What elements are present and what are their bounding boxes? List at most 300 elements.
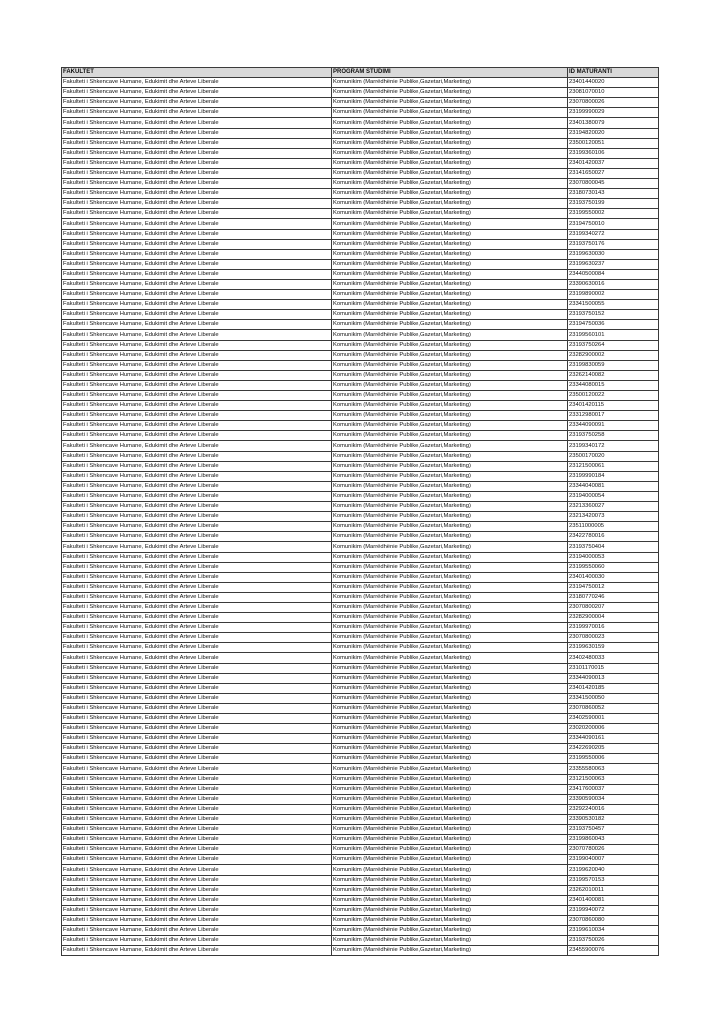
- faculty-cell: Fakulteti i Shkencave Humane, Edukimit dhe Arteve Liberale: [62, 391, 332, 401]
- table-row: [62, 835, 659, 845]
- faculty-cell: Fakulteti i Shkencave Humane, Edukimit dhe Arteve Liberale: [62, 915, 332, 925]
- faculty-cell: Fakulteti i Shkencave Humane, Edukimit dhe Arteve Liberale: [62, 885, 332, 895]
- table-row: [62, 865, 659, 875]
- student-id-cell: 23070780026: [568, 845, 659, 855]
- student-id-cell: 23199890002: [568, 290, 659, 300]
- student-id-cell: 23455900076: [568, 946, 659, 956]
- table-row: [62, 875, 659, 885]
- program-cell: Komunikim (Marrëdhënie Publike,Gazetari,Marketing): [332, 350, 568, 360]
- student-id-cell: 23193750258: [568, 431, 659, 441]
- student-id-cell: 23194000053: [568, 552, 659, 562]
- faculty-cell: Fakulteti i Shkencave Humane, Edukimit dhe Arteve Liberale: [62, 774, 332, 784]
- faculty-cell: Fakulteti i Shkencave Humane, Edukimit dhe Arteve Liberale: [62, 925, 332, 935]
- student-id-cell: 23070800023: [568, 633, 659, 643]
- student-id-cell: 23199940072: [568, 905, 659, 915]
- faculty-cell: Fakulteti i Shkencave Humane, Edukimit dhe Arteve Liberale: [62, 895, 332, 905]
- program-cell: Komunikim (Marrëdhënie Publike,Gazetari,Marketing): [332, 290, 568, 300]
- table-row: [62, 380, 659, 390]
- program-cell: Komunikim (Marrëdhënie Publike,Gazetari,Marketing): [332, 623, 568, 633]
- student-id-cell: 23199570153: [568, 875, 659, 885]
- table-row: [62, 693, 659, 703]
- faculty-cell: Fakulteti i Shkencave Humane, Edukimit dhe Arteve Liberale: [62, 118, 332, 128]
- program-cell: Komunikim (Marrëdhënie Publike,Gazetari,Marketing): [332, 915, 568, 925]
- student-id-cell: 23402590001: [568, 714, 659, 724]
- table-row: [62, 542, 659, 552]
- table-row: [62, 512, 659, 522]
- student-id-cell: 23070800045: [568, 179, 659, 189]
- program-cell: Komunikim (Marrëdhënie Publike,Gazetari,Marketing): [332, 875, 568, 885]
- student-id-cell: 23194000054: [568, 491, 659, 501]
- table-row: [62, 108, 659, 118]
- table-row: [62, 179, 659, 189]
- student-id-cell: 23194750012: [568, 582, 659, 592]
- program-cell: Komunikim (Marrëdhënie Publike,Gazetari,Marketing): [332, 310, 568, 320]
- program-cell: Komunikim (Marrëdhënie Publike,Gazetari,Marketing): [332, 128, 568, 138]
- program-cell: Komunikim (Marrëdhënie Publike,Gazetari,Marketing): [332, 754, 568, 764]
- faculty-cell: Fakulteti i Shkencave Humane, Edukimit dhe Arteve Liberale: [62, 481, 332, 491]
- faculty-cell: Fakulteti i Shkencave Humane, Edukimit dhe Arteve Liberale: [62, 290, 332, 300]
- table-row: [62, 441, 659, 451]
- program-cell: Komunikim (Marrëdhënie Publike,Gazetari,Marketing): [332, 148, 568, 158]
- program-cell: Komunikim (Marrëdhënie Publike,Gazetari,Marketing): [332, 340, 568, 350]
- program-cell: Komunikim (Marrëdhënie Publike,Gazetari,Marketing): [332, 633, 568, 643]
- faculty-cell: Fakulteti i Shkencave Humane, Edukimit dhe Arteve Liberale: [62, 199, 332, 209]
- table-row: [62, 229, 659, 239]
- student-id-cell: 23199610034: [568, 925, 659, 935]
- table-row: [62, 602, 659, 612]
- program-cell: Komunikim (Marrëdhënie Publike,Gazetari,Marketing): [332, 845, 568, 855]
- program-cell: Komunikim (Marrëdhënie Publike,Gazetari,Marketing): [332, 98, 568, 108]
- student-id-cell: 23070860052: [568, 703, 659, 713]
- table-row: [62, 269, 659, 279]
- table-row: [62, 784, 659, 794]
- program-cell: Komunikim (Marrëdhënie Publike,Gazetari,Marketing): [332, 219, 568, 229]
- program-cell: Komunikim (Marrëdhënie Publike,Gazetari,Marketing): [332, 411, 568, 421]
- student-id-cell: 23401380079: [568, 118, 659, 128]
- table-row: [62, 330, 659, 340]
- table-row: [62, 643, 659, 653]
- faculty-cell: Fakulteti i Shkencave Humane, Edukimit dhe Arteve Liberale: [62, 148, 332, 158]
- table-row: [62, 532, 659, 542]
- table-row: [62, 936, 659, 946]
- faculty-cell: Fakulteti i Shkencave Humane, Edukimit dhe Arteve Liberale: [62, 825, 332, 835]
- student-id-cell: 23401420037: [568, 158, 659, 168]
- faculty-cell: Fakulteti i Shkencave Humane, Edukimit dhe Arteve Liberale: [62, 744, 332, 754]
- student-id-cell: 23199630030: [568, 249, 659, 259]
- program-cell: Komunikim (Marrëdhënie Publike,Gazetari,Marketing): [332, 88, 568, 98]
- program-cell: Komunikim (Marrëdhënie Publike,Gazetari,Marketing): [332, 774, 568, 784]
- program-cell: Komunikim (Marrëdhënie Publike,Gazetari,Marketing): [332, 693, 568, 703]
- faculty-cell: Fakulteti i Shkencave Humane, Edukimit dhe Arteve Liberale: [62, 88, 332, 98]
- student-id-cell: 23193750199: [568, 199, 659, 209]
- student-id-cell: 23199630159: [568, 643, 659, 653]
- program-cell: Komunikim (Marrëdhënie Publike,Gazetari,Marketing): [332, 360, 568, 370]
- table-row: [62, 168, 659, 178]
- faculty-cell: Fakulteti i Shkencave Humane, Edukimit dhe Arteve Liberale: [62, 613, 332, 623]
- faculty-cell: Fakulteti i Shkencave Humane, Edukimit dhe Arteve Liberale: [62, 703, 332, 713]
- faculty-cell: Fakulteti i Shkencave Humane, Edukimit dhe Arteve Liberale: [62, 865, 332, 875]
- program-cell: Komunikim (Marrëdhënie Publike,Gazetari,Marketing): [332, 794, 568, 804]
- faculty-cell: Fakulteti i Shkencave Humane, Edukimit dhe Arteve Liberale: [62, 724, 332, 734]
- table-row: [62, 714, 659, 724]
- program-cell: Komunikim (Marrëdhënie Publike,Gazetari,Marketing): [332, 784, 568, 794]
- student-id-cell: 23401440020: [568, 78, 659, 88]
- student-id-cell: 23020200006: [568, 724, 659, 734]
- table-row: [62, 845, 659, 855]
- student-id-cell: 23193750026: [568, 936, 659, 946]
- faculty-cell: Fakulteti i Shkencave Humane, Edukimit dhe Arteve Liberale: [62, 229, 332, 239]
- table-row: [62, 925, 659, 935]
- faculty-cell: Fakulteti i Shkencave Humane, Edukimit dhe Arteve Liberale: [62, 784, 332, 794]
- table-row: [62, 219, 659, 229]
- faculty-cell: Fakulteti i Shkencave Humane, Edukimit dhe Arteve Liberale: [62, 512, 332, 522]
- student-id-cell: 23193750404: [568, 542, 659, 552]
- program-cell: Komunikim (Marrëdhënie Publike,Gazetari,Marketing): [332, 370, 568, 380]
- table-row: [62, 320, 659, 330]
- program-cell: Komunikim (Marrëdhënie Publike,Gazetari,Marketing): [332, 502, 568, 512]
- column-header-program: PROGRAM STUDIMI: [332, 68, 568, 78]
- student-id-cell: 23262140082: [568, 370, 659, 380]
- faculty-cell: Fakulteti i Shkencave Humane, Edukimit dhe Arteve Liberale: [62, 451, 332, 461]
- faculty-cell: Fakulteti i Shkencave Humane, Edukimit dhe Arteve Liberale: [62, 360, 332, 370]
- student-id-cell: 23141650027: [568, 168, 659, 178]
- table-row: [62, 259, 659, 269]
- program-cell: Komunikim (Marrëdhënie Publike,Gazetari,Marketing): [332, 905, 568, 915]
- faculty-cell: Fakulteti i Shkencave Humane, Edukimit dhe Arteve Liberale: [62, 572, 332, 582]
- student-id-cell: 23193750264: [568, 340, 659, 350]
- table-row: [62, 128, 659, 138]
- faculty-cell: Fakulteti i Shkencave Humane, Edukimit dhe Arteve Liberale: [62, 471, 332, 481]
- program-cell: Komunikim (Marrëdhënie Publike,Gazetari,Marketing): [332, 179, 568, 189]
- table-row: [62, 148, 659, 158]
- program-cell: Komunikim (Marrëdhënie Publike,Gazetari,Marketing): [332, 925, 568, 935]
- students-table: [61, 67, 659, 956]
- program-cell: Komunikim (Marrëdhënie Publike,Gazetari,Marketing): [332, 572, 568, 582]
- table-row: [62, 724, 659, 734]
- table-row: [62, 491, 659, 501]
- table-row: [62, 522, 659, 532]
- student-id-cell: 23422690205: [568, 744, 659, 754]
- student-id-cell: 23199340272: [568, 229, 659, 239]
- faculty-cell: Fakulteti i Shkencave Humane, Edukimit dhe Arteve Liberale: [62, 401, 332, 411]
- faculty-cell: Fakulteti i Shkencave Humane, Edukimit dhe Arteve Liberale: [62, 249, 332, 259]
- table-row: [62, 370, 659, 380]
- program-cell: Komunikim (Marrëdhënie Publike,Gazetari,Marketing): [332, 279, 568, 289]
- table-row: [62, 915, 659, 925]
- student-id-cell: 23282900004: [568, 613, 659, 623]
- table-row: [62, 572, 659, 582]
- program-cell: Komunikim (Marrëdhënie Publike,Gazetari,Marketing): [332, 653, 568, 663]
- student-id-cell: 23194750036: [568, 320, 659, 330]
- faculty-cell: Fakulteti i Shkencave Humane, Edukimit dhe Arteve Liberale: [62, 441, 332, 451]
- program-cell: Komunikim (Marrëdhënie Publike,Gazetari,Marketing): [332, 391, 568, 401]
- faculty-cell: Fakulteti i Shkencave Humane, Edukimit dhe Arteve Liberale: [62, 340, 332, 350]
- program-cell: Komunikim (Marrëdhënie Publike,Gazetari,Marketing): [332, 259, 568, 269]
- program-cell: Komunikim (Marrëdhënie Publike,Gazetari,Marketing): [332, 814, 568, 824]
- faculty-cell: Fakulteti i Shkencave Humane, Edukimit dhe Arteve Liberale: [62, 158, 332, 168]
- table-row: [62, 754, 659, 764]
- program-cell: Komunikim (Marrëdhënie Publike,Gazetari,Marketing): [332, 885, 568, 895]
- faculty-cell: Fakulteti i Shkencave Humane, Edukimit dhe Arteve Liberale: [62, 461, 332, 471]
- student-id-cell: 23199040007: [568, 855, 659, 865]
- program-cell: Komunikim (Marrëdhënie Publike,Gazetari,Marketing): [332, 552, 568, 562]
- student-id-cell: 23070800207: [568, 602, 659, 612]
- student-id-cell: 23199360106: [568, 148, 659, 158]
- student-id-cell: 23341500050: [568, 693, 659, 703]
- program-cell: Komunikim (Marrëdhënie Publike,Gazetari,Marketing): [332, 673, 568, 683]
- table-row: [62, 158, 659, 168]
- table-row: [62, 239, 659, 249]
- student-id-cell: 23417600037: [568, 784, 659, 794]
- student-id-cell: 23344090091: [568, 421, 659, 431]
- faculty-cell: Fakulteti i Shkencave Humane, Edukimit dhe Arteve Liberale: [62, 653, 332, 663]
- table-row: [62, 481, 659, 491]
- student-id-cell: 23344090013: [568, 673, 659, 683]
- program-cell: Komunikim (Marrëdhënie Publike,Gazetari,Marketing): [332, 491, 568, 501]
- faculty-cell: Fakulteti i Shkencave Humane, Edukimit dhe Arteve Liberale: [62, 98, 332, 108]
- table-row: [62, 764, 659, 774]
- table-row: [62, 825, 659, 835]
- faculty-cell: Fakulteti i Shkencave Humane, Edukimit dhe Arteve Liberale: [62, 643, 332, 653]
- program-cell: Komunikim (Marrëdhënie Publike,Gazetari,Marketing): [332, 158, 568, 168]
- student-id-cell: 23401420115: [568, 401, 659, 411]
- student-id-cell: 23193750176: [568, 239, 659, 249]
- table-row: [62, 552, 659, 562]
- faculty-cell: Fakulteti i Shkencave Humane, Edukimit dhe Arteve Liberale: [62, 936, 332, 946]
- table-row: [62, 582, 659, 592]
- student-id-cell: 23199550060: [568, 562, 659, 572]
- program-cell: Komunikim (Marrëdhënie Publike,Gazetari,Marketing): [332, 512, 568, 522]
- faculty-cell: Fakulteti i Shkencave Humane, Edukimit dhe Arteve Liberale: [62, 663, 332, 673]
- faculty-cell: Fakulteti i Shkencave Humane, Edukimit dhe Arteve Liberale: [62, 623, 332, 633]
- student-id-cell: 23390530182: [568, 814, 659, 824]
- program-cell: Komunikim (Marrëdhënie Publike,Gazetari,Marketing): [332, 431, 568, 441]
- faculty-cell: Fakulteti i Shkencave Humane, Edukimit dhe Arteve Liberale: [62, 320, 332, 330]
- faculty-cell: Fakulteti i Shkencave Humane, Edukimit dhe Arteve Liberale: [62, 209, 332, 219]
- student-id-cell: 23199550006: [568, 754, 659, 764]
- faculty-cell: Fakulteti i Shkencave Humane, Edukimit dhe Arteve Liberale: [62, 835, 332, 845]
- table-row: [62, 391, 659, 401]
- student-id-cell: 23101170015: [568, 663, 659, 673]
- student-id-cell: 23401400081: [568, 895, 659, 905]
- faculty-cell: Fakulteti i Shkencave Humane, Edukimit dhe Arteve Liberale: [62, 673, 332, 683]
- faculty-cell: Fakulteti i Shkencave Humane, Edukimit dhe Arteve Liberale: [62, 855, 332, 865]
- faculty-cell: Fakulteti i Shkencave Humane, Edukimit dhe Arteve Liberale: [62, 693, 332, 703]
- program-cell: Komunikim (Marrëdhënie Publike,Gazetari,Marketing): [332, 724, 568, 734]
- program-cell: Komunikim (Marrëdhënie Publike,Gazetari,Marketing): [332, 118, 568, 128]
- student-id-cell: 23344080015: [568, 380, 659, 390]
- student-id-cell: 23292240016: [568, 804, 659, 814]
- student-id-cell: 23401400030: [568, 572, 659, 582]
- program-cell: Komunikim (Marrëdhënie Publike,Gazetari,Marketing): [332, 78, 568, 88]
- program-cell: Komunikim (Marrëdhënie Publike,Gazetari,Marketing): [332, 734, 568, 744]
- program-cell: Komunikim (Marrëdhënie Publike,Gazetari,Marketing): [332, 825, 568, 835]
- table-row: [62, 88, 659, 98]
- program-cell: Komunikim (Marrëdhënie Publike,Gazetari,Marketing): [332, 542, 568, 552]
- table-row: [62, 290, 659, 300]
- faculty-cell: Fakulteti i Shkencave Humane, Edukimit dhe Arteve Liberale: [62, 330, 332, 340]
- program-cell: Komunikim (Marrëdhënie Publike,Gazetari,Marketing): [332, 835, 568, 845]
- faculty-cell: Fakulteti i Shkencave Humane, Edukimit dhe Arteve Liberale: [62, 542, 332, 552]
- program-cell: Komunikim (Marrëdhënie Publike,Gazetari,Marketing): [332, 663, 568, 673]
- faculty-cell: Fakulteti i Shkencave Humane, Edukimit dhe Arteve Liberale: [62, 552, 332, 562]
- student-id-cell: 23213360027: [568, 502, 659, 512]
- table-row: [62, 360, 659, 370]
- table-row: [62, 300, 659, 310]
- program-cell: Komunikim (Marrëdhënie Publike,Gazetari,Marketing): [332, 804, 568, 814]
- program-cell: Komunikim (Marrëdhënie Publike,Gazetari,Marketing): [332, 481, 568, 491]
- table-row: [62, 653, 659, 663]
- program-cell: Komunikim (Marrëdhënie Publike,Gazetari,Marketing): [332, 643, 568, 653]
- program-cell: Komunikim (Marrëdhënie Publike,Gazetari,Marketing): [332, 421, 568, 431]
- faculty-cell: Fakulteti i Shkencave Humane, Edukimit dhe Arteve Liberale: [62, 522, 332, 532]
- program-cell: Komunikim (Marrëdhënie Publike,Gazetari,Marketing): [332, 138, 568, 148]
- faculty-cell: Fakulteti i Shkencave Humane, Edukimit dhe Arteve Liberale: [62, 602, 332, 612]
- program-cell: Komunikim (Marrëdhënie Publike,Gazetari,Marketing): [332, 269, 568, 279]
- program-cell: Komunikim (Marrëdhënie Publike,Gazetari,Marketing): [332, 714, 568, 724]
- table-row: [62, 411, 659, 421]
- table-row: [62, 279, 659, 289]
- program-cell: Komunikim (Marrëdhënie Publike,Gazetari,Marketing): [332, 522, 568, 532]
- student-id-cell: 23193750457: [568, 825, 659, 835]
- faculty-cell: Fakulteti i Shkencave Humane, Edukimit dhe Arteve Liberale: [62, 714, 332, 724]
- faculty-cell: Fakulteti i Shkencave Humane, Edukimit dhe Arteve Liberale: [62, 128, 332, 138]
- student-id-cell: 23199620040: [568, 865, 659, 875]
- table-row: [62, 673, 659, 683]
- faculty-cell: Fakulteti i Shkencave Humane, Edukimit dhe Arteve Liberale: [62, 78, 332, 88]
- student-id-cell: 23341500055: [568, 300, 659, 310]
- program-cell: Komunikim (Marrëdhënie Publike,Gazetari,Marketing): [332, 168, 568, 178]
- student-id-cell: 23070800026: [568, 98, 659, 108]
- student-id-cell: 23070860080: [568, 915, 659, 925]
- program-cell: Komunikim (Marrëdhënie Publike,Gazetari,Marketing): [332, 239, 568, 249]
- table-row: [62, 350, 659, 360]
- faculty-cell: Fakulteti i Shkencave Humane, Edukimit dhe Arteve Liberale: [62, 168, 332, 178]
- faculty-cell: Fakulteti i Shkencave Humane, Edukimit dhe Arteve Liberale: [62, 491, 332, 501]
- faculty-cell: Fakulteti i Shkencave Humane, Edukimit dhe Arteve Liberale: [62, 219, 332, 229]
- student-id-cell: 23194820020: [568, 128, 659, 138]
- faculty-cell: Fakulteti i Shkencave Humane, Edukimit dhe Arteve Liberale: [62, 845, 332, 855]
- faculty-cell: Fakulteti i Shkencave Humane, Edukimit dhe Arteve Liberale: [62, 279, 332, 289]
- table-row: [62, 885, 659, 895]
- table-row: [62, 431, 659, 441]
- table-row: [62, 249, 659, 259]
- student-id-cell: 23401420185: [568, 683, 659, 693]
- table-row: [62, 703, 659, 713]
- column-header-faculty: FAKULTET: [62, 68, 332, 78]
- program-cell: Komunikim (Marrëdhënie Publike,Gazetari,Marketing): [332, 683, 568, 693]
- table-row: [62, 592, 659, 602]
- table-row: [62, 562, 659, 572]
- student-id-cell: 23193750152: [568, 310, 659, 320]
- program-cell: Komunikim (Marrëdhënie Publike,Gazetari,Marketing): [332, 451, 568, 461]
- program-cell: Komunikim (Marrëdhënie Publike,Gazetari,Marketing): [332, 320, 568, 330]
- program-cell: Komunikim (Marrëdhënie Publike,Gazetari,Marketing): [332, 865, 568, 875]
- faculty-cell: Fakulteti i Shkencave Humane, Edukimit dhe Arteve Liberale: [62, 411, 332, 421]
- program-cell: Komunikim (Marrëdhënie Publike,Gazetari,Marketing): [332, 471, 568, 481]
- table-row: [62, 189, 659, 199]
- table-row: [62, 340, 659, 350]
- table-row: [62, 451, 659, 461]
- table-row: [62, 814, 659, 824]
- faculty-cell: Fakulteti i Shkencave Humane, Edukimit dhe Arteve Liberale: [62, 592, 332, 602]
- table-row: [62, 683, 659, 693]
- student-id-cell: 23199560101: [568, 330, 659, 340]
- program-cell: Komunikim (Marrëdhënie Publike,Gazetari,Marketing): [332, 613, 568, 623]
- faculty-cell: Fakulteti i Shkencave Humane, Edukimit dhe Arteve Liberale: [62, 138, 332, 148]
- faculty-cell: Fakulteti i Shkencave Humane, Edukimit dhe Arteve Liberale: [62, 300, 332, 310]
- faculty-cell: Fakulteti i Shkencave Humane, Edukimit dhe Arteve Liberale: [62, 562, 332, 572]
- table-row: [62, 118, 659, 128]
- student-id-cell: 23390590034: [568, 794, 659, 804]
- student-id-cell: 23180730143: [568, 189, 659, 199]
- student-id-cell: 23500120022: [568, 391, 659, 401]
- faculty-cell: Fakulteti i Shkencave Humane, Edukimit dhe Arteve Liberale: [62, 633, 332, 643]
- student-id-cell: 23121500061: [568, 461, 659, 471]
- faculty-cell: Fakulteti i Shkencave Humane, Edukimit dhe Arteve Liberale: [62, 794, 332, 804]
- table-row: [62, 461, 659, 471]
- faculty-cell: Fakulteti i Shkencave Humane, Edukimit dhe Arteve Liberale: [62, 370, 332, 380]
- student-id-cell: 23262010011: [568, 885, 659, 895]
- program-cell: Komunikim (Marrëdhënie Publike,Gazetari,Marketing): [332, 229, 568, 239]
- program-cell: Komunikim (Marrëdhënie Publike,Gazetari,Marketing): [332, 401, 568, 411]
- student-id-cell: 23213420073: [568, 512, 659, 522]
- faculty-cell: Fakulteti i Shkencave Humane, Edukimit dhe Arteve Liberale: [62, 421, 332, 431]
- program-cell: Komunikim (Marrëdhënie Publike,Gazetari,Marketing): [332, 532, 568, 542]
- student-id-cell: 23199860043: [568, 835, 659, 845]
- student-id-cell: 23180770246: [568, 592, 659, 602]
- student-id-cell: 23511000005: [568, 522, 659, 532]
- table-row: [62, 905, 659, 915]
- faculty-cell: Fakulteti i Shkencave Humane, Edukimit dhe Arteve Liberale: [62, 269, 332, 279]
- faculty-cell: Fakulteti i Shkencave Humane, Edukimit dhe Arteve Liberale: [62, 683, 332, 693]
- student-id-cell: 23199970016: [568, 623, 659, 633]
- faculty-cell: Fakulteti i Shkencave Humane, Edukimit dhe Arteve Liberale: [62, 310, 332, 320]
- table-row: [62, 623, 659, 633]
- student-id-cell: 23440500084: [568, 269, 659, 279]
- table-row: [62, 804, 659, 814]
- table-row: [62, 794, 659, 804]
- faculty-cell: Fakulteti i Shkencave Humane, Edukimit dhe Arteve Liberale: [62, 189, 332, 199]
- faculty-cell: Fakulteti i Shkencave Humane, Edukimit dhe Arteve Liberale: [62, 532, 332, 542]
- program-cell: Komunikim (Marrëdhënie Publike,Gazetari,Marketing): [332, 209, 568, 219]
- program-cell: Komunikim (Marrëdhënie Publike,Gazetari,Marketing): [332, 703, 568, 713]
- program-cell: Komunikim (Marrëdhënie Publike,Gazetari,Marketing): [332, 602, 568, 612]
- student-id-cell: 23344090161: [568, 734, 659, 744]
- student-id-cell: 23355580063: [568, 764, 659, 774]
- table-row: [62, 502, 659, 512]
- table-row: [62, 946, 659, 956]
- faculty-cell: Fakulteti i Shkencave Humane, Edukimit dhe Arteve Liberale: [62, 734, 332, 744]
- faculty-cell: Fakulteti i Shkencave Humane, Edukimit dhe Arteve Liberale: [62, 108, 332, 118]
- program-cell: Komunikim (Marrëdhënie Publike,Gazetari,Marketing): [332, 461, 568, 471]
- program-cell: Komunikim (Marrëdhënie Publike,Gazetari,Marketing): [332, 855, 568, 865]
- faculty-cell: Fakulteti i Shkencave Humane, Edukimit dhe Arteve Liberale: [62, 431, 332, 441]
- student-id-cell: 23390630016: [568, 279, 659, 289]
- column-header-student-id: ID MATURANTI: [568, 68, 659, 78]
- table-row: [62, 744, 659, 754]
- student-id-cell: 23199550002: [568, 209, 659, 219]
- program-cell: Komunikim (Marrëdhënie Publike,Gazetari,Marketing): [332, 582, 568, 592]
- table-row: [62, 734, 659, 744]
- program-cell: Komunikim (Marrëdhënie Publike,Gazetari,Marketing): [332, 592, 568, 602]
- faculty-cell: Fakulteti i Shkencave Humane, Edukimit dhe Arteve Liberale: [62, 764, 332, 774]
- table-row: [62, 471, 659, 481]
- faculty-cell: Fakulteti i Shkencave Humane, Edukimit dhe Arteve Liberale: [62, 814, 332, 824]
- program-cell: Komunikim (Marrëdhënie Publike,Gazetari,Marketing): [332, 562, 568, 572]
- program-cell: Komunikim (Marrëdhënie Publike,Gazetari,Marketing): [332, 946, 568, 956]
- program-cell: Komunikim (Marrëdhënie Publike,Gazetari,Marketing): [332, 300, 568, 310]
